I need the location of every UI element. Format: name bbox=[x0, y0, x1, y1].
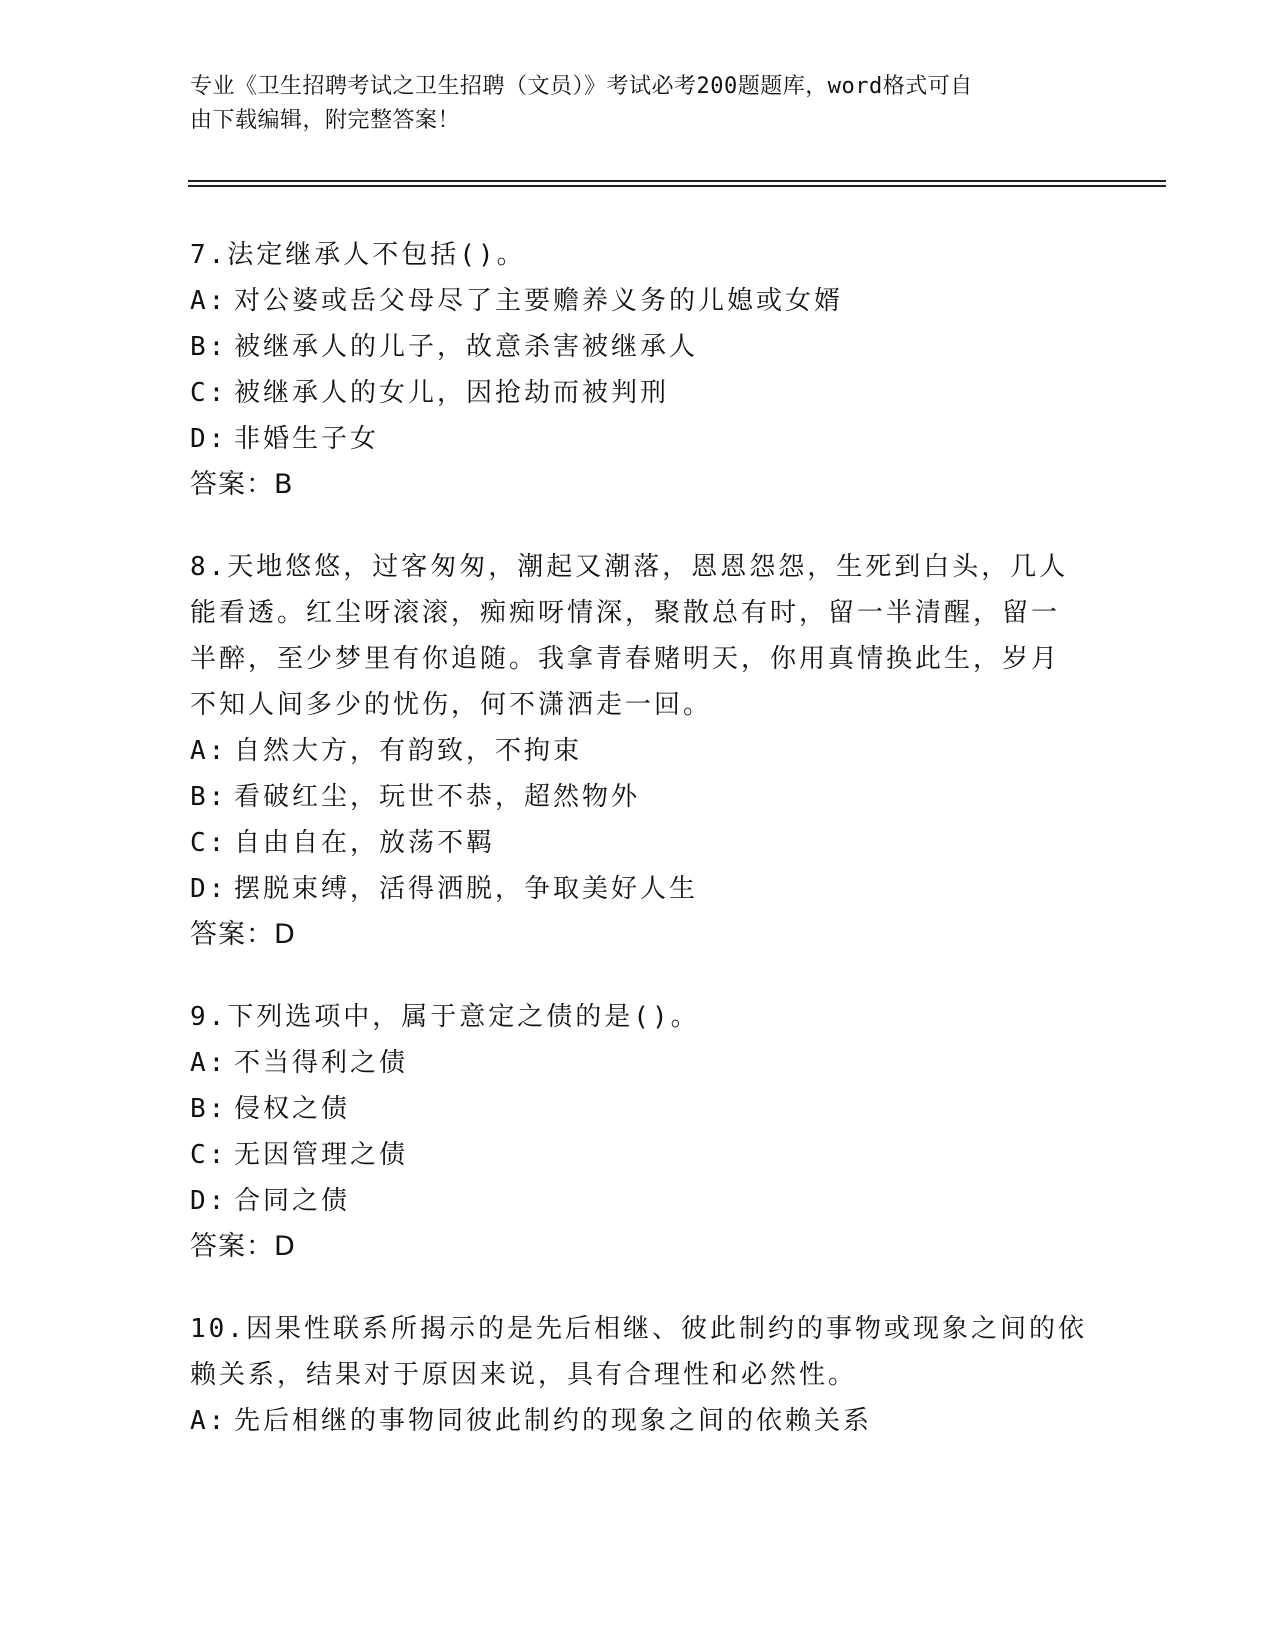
header-rule-bottom bbox=[188, 185, 1166, 187]
question-text-line-2: 赖关系，结果对于原因来说，具有合理性和必然性。 bbox=[190, 1360, 858, 1390]
question-list bbox=[190, 232, 1090, 1480]
option-letter: D: bbox=[190, 1186, 228, 1216]
answer-label: 答案：D bbox=[190, 1231, 296, 1262]
option-letter: D: bbox=[190, 424, 228, 454]
option-text: 自由自在，放荡不羁 bbox=[234, 828, 496, 858]
option-c bbox=[190, 1132, 1090, 1178]
header-line-1: 专业《卫生招聘考试之卫生招聘（文员）》考试必考200题题库，word格式可自 bbox=[190, 74, 973, 99]
option-letter: A: bbox=[190, 1406, 228, 1436]
header-line-2: 由下载编辑，附完整答案！ bbox=[190, 108, 461, 133]
option-letter: A: bbox=[190, 1048, 228, 1078]
option-c bbox=[190, 820, 1090, 866]
question-9 bbox=[190, 994, 1090, 1270]
question-text: 9.下列选项中，属于意定之债的是()。 bbox=[190, 1002, 700, 1032]
question-text-line-1: 10.因果性联系所揭示的是先后相继、彼此制约的事物或现象之间的依 bbox=[190, 1314, 1087, 1344]
option-letter: A: bbox=[190, 286, 228, 316]
question-text-line-3: 半醉，至少梦里有你追随。我拿青春赌明天，你用真情换此生，岁月 bbox=[190, 644, 1061, 674]
option-c bbox=[190, 370, 1090, 416]
option-text: 对公婆或岳父母尽了主要赡养义务的儿媳或女婿 bbox=[234, 286, 844, 316]
option-a bbox=[190, 728, 1090, 774]
option-text: 不当得利之债 bbox=[234, 1048, 409, 1078]
option-text: 摆脱束缚，活得洒脱，争取美好人生 bbox=[234, 874, 699, 904]
option-b bbox=[190, 1086, 1090, 1132]
option-text: 先后相继的事物同彼此制约的现象之间的依赖关系 bbox=[234, 1406, 873, 1436]
option-letter: C: bbox=[190, 828, 228, 858]
question-8 bbox=[190, 544, 1090, 958]
option-letter: C: bbox=[190, 1140, 228, 1170]
question-text-line-1: 8.天地悠悠，过客匆匆，潮起又潮落，恩恩怨怨，生死到白头，几人 bbox=[190, 552, 1069, 582]
header-rule-top bbox=[188, 180, 1166, 182]
option-text: 被继承人的女儿，因抢劫而被判刑 bbox=[234, 378, 670, 408]
option-text: 无因管理之债 bbox=[234, 1140, 409, 1170]
option-text: 自然大方，有韵致，不拘束 bbox=[234, 736, 583, 766]
option-b bbox=[190, 774, 1090, 820]
option-a bbox=[190, 1040, 1090, 1086]
answer-label: 答案：D bbox=[190, 919, 296, 950]
option-letter: C: bbox=[190, 378, 228, 408]
option-text: 被继承人的儿子，故意杀害被继承人 bbox=[234, 332, 699, 362]
option-text: 合同之债 bbox=[234, 1186, 351, 1216]
option-letter: A: bbox=[190, 736, 228, 766]
option-d bbox=[190, 866, 1090, 912]
question-text-line-2: 能看透。红尘呀滚滚，痴痴呀情深，聚散总有时，留一半清醒，留一 bbox=[190, 598, 1061, 628]
option-d bbox=[190, 416, 1090, 462]
question-text: 7.法定继承人不包括()。 bbox=[190, 240, 526, 270]
option-b bbox=[190, 324, 1090, 370]
question-7 bbox=[190, 232, 1090, 508]
option-d bbox=[190, 1178, 1090, 1224]
option-letter: B: bbox=[190, 332, 228, 362]
question-10 bbox=[190, 1306, 1090, 1444]
option-letter: B: bbox=[190, 782, 228, 812]
option-text: 非婚生子女 bbox=[234, 424, 380, 454]
question-text-line-4: 不知人间多少的忧伤，何不潇洒走一回。 bbox=[190, 690, 713, 720]
option-letter: D: bbox=[190, 874, 228, 904]
answer-label: 答案：B bbox=[190, 469, 294, 500]
option-text: 侵权之债 bbox=[234, 1094, 351, 1124]
option-text: 看破红尘，玩世不恭，超然物外 bbox=[234, 782, 641, 812]
option-a bbox=[190, 278, 1090, 324]
option-letter: B: bbox=[190, 1094, 228, 1124]
document-header bbox=[190, 70, 1090, 138]
option-a bbox=[190, 1398, 1090, 1444]
